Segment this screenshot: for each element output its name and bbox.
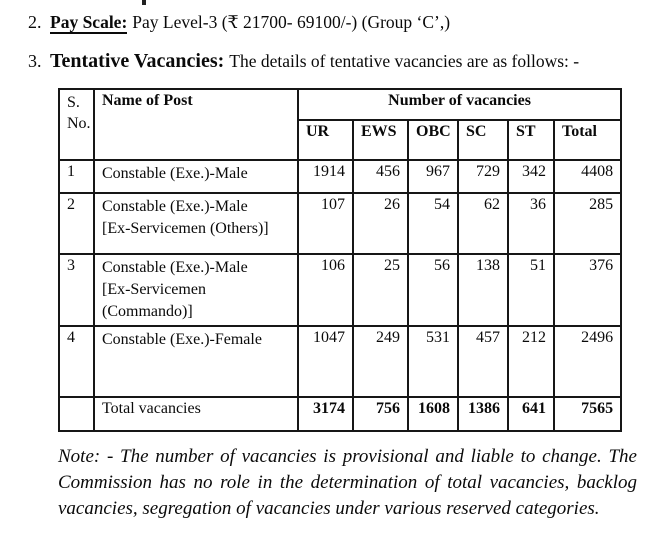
cell-post-name	[94, 326, 298, 397]
post-name-line1: Constable (Exe.)-Female	[102, 331, 262, 348]
note-paragraph: Note: - The number of vacancies is provisional and liable to change. The Commission has no role in the determination of total vacancies, backlog vacancies, segregation of vacancies under various reserved categories.	[58, 446, 637, 519]
cell-ur: 107	[298, 193, 353, 254]
cell-sc: 457	[458, 326, 508, 397]
column-header-ews: EWS	[353, 120, 408, 160]
table-row	[59, 326, 621, 397]
table-row	[59, 160, 621, 193]
table-row	[59, 254, 621, 326]
post-name-line2: [Ex-Servicemen (Others)]	[102, 220, 269, 237]
cell-st: 212	[508, 326, 554, 397]
pay-scale-label: Pay Scale:	[50, 12, 128, 32]
cell-st: 51	[508, 254, 554, 326]
post-name-line1: Constable (Exe.)-Male	[102, 198, 248, 215]
cell-total: 4408	[554, 160, 621, 193]
cell-sno: 3	[59, 254, 94, 326]
pay-scale-value: Pay Level-3 (₹ 21700- 69100/-) (Group ‘C’,)	[132, 12, 451, 32]
cell-obc: 56	[408, 254, 458, 326]
cell-sc: 62	[458, 193, 508, 254]
pay-scale-text	[50, 12, 450, 33]
column-header-sno	[59, 89, 94, 160]
table-header-row-group	[59, 89, 621, 120]
cell-sno: 1	[59, 160, 94, 193]
table-total-row	[59, 397, 621, 431]
cell-st: 36	[508, 193, 554, 254]
cell-total: 285	[554, 193, 621, 254]
column-header-number-of-vacancies: Number of vacancies	[298, 89, 621, 120]
column-header-sc: SC	[458, 120, 508, 160]
post-name-line1: Constable (Exe.)-Male	[102, 259, 248, 276]
cell-obc: 531	[408, 326, 458, 397]
column-header-ur: UR	[298, 120, 353, 160]
cell-obc: 967	[408, 160, 458, 193]
column-header-st: ST	[508, 120, 554, 160]
cell-post-name	[94, 254, 298, 326]
cell-obc: 54	[408, 193, 458, 254]
cell-post-name	[94, 193, 298, 254]
cell-ur-total: 3174	[298, 397, 353, 431]
cell-obc-total: 1608	[408, 397, 458, 431]
cell-sc: 729	[458, 160, 508, 193]
cell-ews-total: 756	[353, 397, 408, 431]
cell-st-total: 641	[508, 397, 554, 431]
column-header-obc: OBC	[408, 120, 458, 160]
column-header-name-of-post: Name of Post	[94, 89, 298, 160]
cell-sno	[59, 397, 94, 431]
cell-total: 2496	[554, 326, 621, 397]
post-name-line2: [Ex-Servicemen (Commando)]	[102, 281, 206, 320]
cell-post-name	[94, 160, 298, 193]
cell-sc: 138	[458, 254, 508, 326]
cell-st: 342	[508, 160, 554, 193]
cell-ews: 456	[353, 160, 408, 193]
cell-total-label: Total vacancies	[94, 397, 298, 431]
cell-ur: 1914	[298, 160, 353, 193]
cell-ews: 249	[353, 326, 408, 397]
cell-total: 376	[554, 254, 621, 326]
sno-header-line1: S.	[67, 94, 80, 111]
cell-ur: 106	[298, 254, 353, 326]
sno-header-line2: No.	[67, 115, 91, 132]
cell-sno: 2	[59, 193, 94, 254]
vacancies-table	[58, 88, 622, 432]
item-number: 3.	[28, 51, 42, 71]
cell-ur: 1047	[298, 326, 353, 397]
tentative-vacancies-text	[50, 50, 579, 73]
cell-sc-total: 1386	[458, 397, 508, 431]
table-row	[59, 193, 621, 254]
tentative-vacancies-label: Tentative Vacancies:	[50, 50, 225, 72]
post-name-line1: Constable (Exe.)-Male	[102, 165, 248, 182]
list-item-pay-scale	[0, 12, 650, 33]
stray-ink-artifact	[142, 0, 146, 5]
list-item-tentative-vacancies	[0, 50, 650, 73]
cell-ews: 26	[353, 193, 408, 254]
cell-sno: 4	[59, 326, 94, 397]
cell-ews: 25	[353, 254, 408, 326]
cell-grand-total: 7565	[554, 397, 621, 431]
tentative-vacancies-value: The details of tentative vacancies are as follows: -	[229, 51, 580, 71]
item-number: 2.	[28, 12, 42, 32]
column-header-total: Total	[554, 120, 621, 160]
